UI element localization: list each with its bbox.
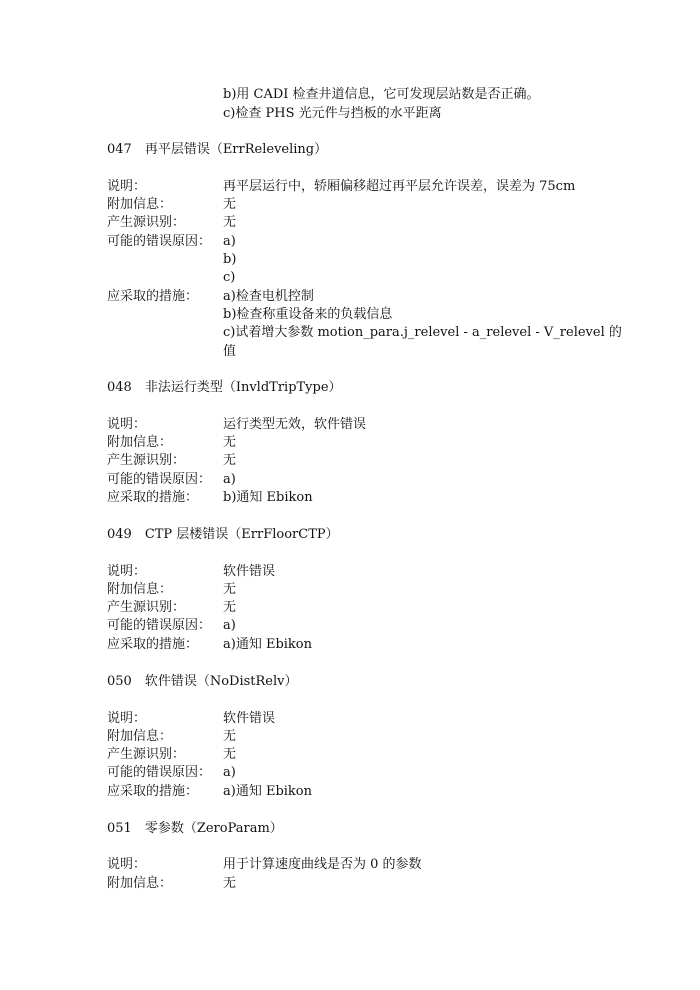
description-value: 运行类型无效，软件错误 [223, 417, 367, 432]
source-label: 产生源识别： [107, 453, 186, 468]
extra-info-label: 附加信息： [107, 435, 173, 450]
cause-item: a) [223, 618, 236, 633]
continuation-line: b)用 CADI 检查井道信息，它可发现层站数是否正确。 [223, 87, 540, 102]
description-label: 说明： [107, 711, 147, 726]
description-label: 说明： [107, 179, 147, 194]
description-value: 用于计算速度曲线是否为 0 的参数 [223, 857, 422, 872]
source-label: 产生源识别： [107, 747, 186, 762]
action-item: b)通知 Ebikon [223, 490, 313, 505]
source-label: 产生源识别： [107, 600, 186, 615]
section-heading-051: 051 零参数（ZeroParam） [107, 821, 283, 836]
cause-item: b) [223, 252, 237, 267]
actions-label: 应采取的措施： [107, 289, 199, 304]
section-heading-048: 048 非法运行类型（InvldTripType） [107, 380, 342, 395]
description-value: 软件错误 [223, 564, 276, 579]
extra-info-label: 附加信息： [107, 876, 173, 891]
extra-info-value: 无 [223, 435, 237, 450]
source-value: 无 [223, 453, 237, 468]
continuation-line: c)检查 PHS 光元件与挡板的水平距离 [223, 106, 442, 121]
section-heading-049: 049 CTP 层楼错误（ErrFloorCTP） [107, 527, 339, 542]
description-label: 说明： [107, 857, 147, 872]
action-item: 值 [223, 344, 237, 359]
description-value: 再平层运行中，轿厢偏移超过再平层允许误差，误差为 75cm [223, 179, 576, 194]
action-item: a)通知 Ebikon [223, 637, 313, 652]
cause-item: a) [223, 472, 236, 487]
actions-label: 应采取的措施： [107, 490, 199, 505]
actions-label: 应采取的措施： [107, 784, 199, 799]
source-label: 产生源识别： [107, 215, 186, 230]
actions-label: 应采取的措施： [107, 637, 199, 652]
cause-item: c) [223, 270, 236, 285]
causes-label: 可能的错误原因： [107, 618, 212, 633]
extra-info-value: 无 [223, 729, 237, 744]
action-item: a)检查电机控制 [223, 289, 314, 304]
causes-label: 可能的错误原因： [107, 472, 212, 487]
extra-info-value: 无 [223, 582, 237, 597]
description-value: 软件错误 [223, 711, 276, 726]
source-value: 无 [223, 215, 237, 230]
source-value: 无 [223, 600, 237, 615]
cause-item: a) [223, 765, 236, 780]
section-heading-050: 050 软件错误（NoDistRelv） [107, 674, 298, 689]
extra-info-label: 附加信息： [107, 197, 173, 212]
description-label: 说明： [107, 564, 147, 579]
action-item: c)试着增大参数 motion_para.j_relevel - a_relevel - V_relevel 的 [223, 325, 622, 340]
extra-info-label: 附加信息： [107, 729, 173, 744]
extra-info-value: 无 [223, 876, 237, 891]
action-item: a)通知 Ebikon [223, 784, 313, 799]
causes-label: 可能的错误原因： [107, 234, 212, 249]
action-item: b)检查称重设备来的负载信息 [223, 307, 393, 322]
extra-info-label: 附加信息： [107, 582, 173, 597]
description-label: 说明： [107, 417, 147, 432]
section-heading-047: 047 再平层错误（ErrReleveling） [107, 142, 328, 157]
causes-label: 可能的错误原因： [107, 765, 212, 780]
cause-item: a) [223, 234, 236, 249]
extra-info-value: 无 [223, 197, 237, 212]
source-value: 无 [223, 747, 237, 762]
